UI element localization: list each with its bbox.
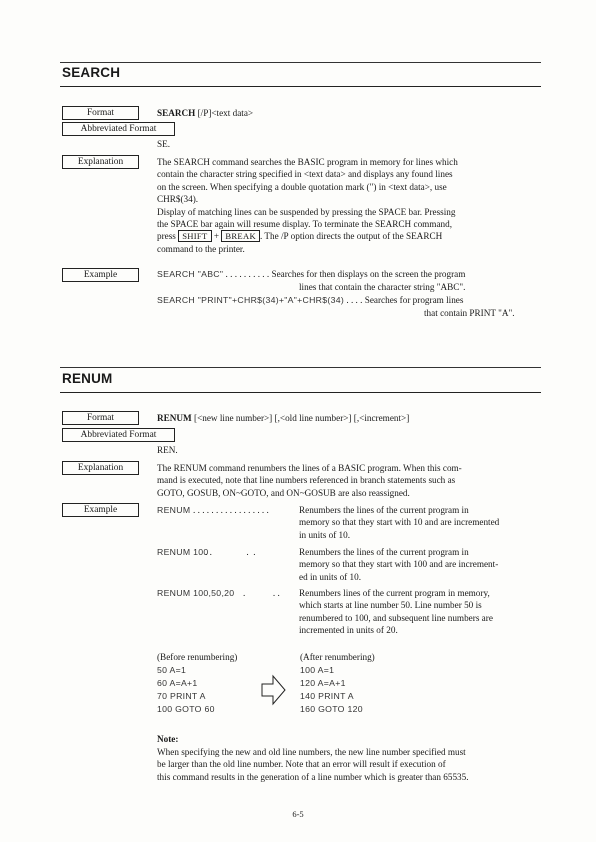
renum-ex3-dots: . . . [243, 588, 280, 598]
search-ex1-code: SEARCH "ABC" [157, 269, 224, 279]
renum-ex2-dots: . . . . [205, 547, 256, 557]
note-text [157, 746, 541, 783]
note-line: be larger than the old line number. Note that an error will result if execution of [157, 759, 446, 770]
search-format-rest: [/P]<text data> [195, 108, 254, 118]
renum-expl-line: mand is executed, note that line numbers referenced in branch statements such as [157, 475, 456, 486]
plus-sign: + [213, 231, 220, 242]
renum-ex3-desc-line: which starts at line number 50. Line number 50 is [299, 600, 482, 611]
renum-ex1-desc-line: Renumbers the lines of the current program in [299, 505, 469, 515]
renum-ex1-code: RENUM [157, 505, 191, 515]
renum-ex3-desc-line: Renumbers lines of the current program in memory, [299, 588, 490, 598]
search-expl-line: The SEARCH command searches the BASIC program in memory for lines which [157, 157, 458, 167]
before-line: 70 PRINT A [157, 691, 206, 701]
search-ex1-dots: . . . . . . . . . . [225, 269, 270, 279]
after-listing [300, 664, 363, 716]
before-line: 50 A=1 [157, 665, 187, 675]
search-format-label: Format [62, 106, 139, 120]
press-text: press [157, 231, 176, 242]
search-expl-line: on the screen. When specifying a double quotation mark (") in <text data>, use [157, 181, 447, 192]
renum-explanation-label: Explanation [62, 461, 139, 475]
search-format-cmd: SEARCH [157, 108, 196, 118]
before-listing [157, 664, 215, 716]
search-explanation-label: Explanation [62, 155, 139, 169]
renum-expl-line: GOTO, GOSUB, ON~GOTO, and ON~GOSUB are also reassigned. [157, 487, 410, 498]
renum-ex2-desc [299, 546, 541, 583]
search-expl-line: the SPACE bar again will resume display. To terminate the SEARCH command, [157, 219, 453, 230]
search-expl-line: command to the printer. [157, 243, 245, 254]
search-expl-line: contain the character string specified in <text data> and displays any found lines [157, 169, 453, 180]
after-line: 100 A=1 [300, 665, 335, 675]
search-abbrev: SE. [157, 139, 171, 149]
search-example-2 [157, 294, 541, 306]
renum-ex2-desc-line: Renumbers the lines of the current program in [299, 547, 469, 557]
renum-ex3-code: RENUM 100,50,20 [157, 588, 235, 598]
press-after-text: . The /P option directs the output of the SEARCH [260, 231, 443, 242]
renum-expl-line: The RENUM command renumbers the lines of a BASIC program. When this com- [157, 463, 462, 473]
search-ex1-desc-2: lines that contain the character string "ABC". [299, 282, 466, 292]
renum-format-cmd: RENUM [157, 413, 192, 423]
search-example-label: Example [62, 268, 139, 282]
renum-ex1-desc-line: in units of 10. [299, 529, 351, 540]
search-abbrev-label: Abbreviated Format [62, 122, 175, 136]
search-top-rule [60, 62, 541, 63]
renum-ex2-desc-line: memory so that they start with 100 and are increment- [299, 559, 499, 570]
renum-abbrev: REN. [157, 445, 178, 455]
search-bottom-rule [60, 86, 541, 87]
renum-ex3-desc-line: incremented in units of 20. [299, 625, 398, 636]
search-expl-line: CHR$(34). [157, 194, 199, 205]
renum-example-label: Example [62, 503, 139, 517]
renum-format-rest: [<new line number>] [,<old line number>] [,<increment>] [191, 413, 410, 423]
search-ex2-dots: . . . . [346, 295, 363, 305]
renum-ex2-code: RENUM 100 [157, 547, 209, 557]
renum-ex3-desc [299, 587, 541, 637]
after-line: 140 PRINT A [300, 691, 354, 701]
before-title: (Before renumbering) [157, 652, 238, 662]
search-ex2-desc-2: that contain PRINT "A". [424, 308, 515, 318]
break-key: BREAK [221, 230, 260, 242]
renum-heading: RENUM [62, 371, 113, 386]
page-number: 6-5 [292, 809, 304, 819]
after-line: 120 A=A+1 [300, 678, 346, 688]
note-line: When specifying the new and old line numbers, the new line number specified must [157, 747, 466, 757]
renum-ex1-desc [299, 504, 541, 541]
renum-ex2-desc-line: ed in units of 10. [299, 571, 362, 582]
after-line: 160 GOTO 120 [300, 704, 363, 714]
search-ex1-desc-1: Searches for then displays on the screen the program [271, 269, 466, 279]
search-expl-line: Display of matching lines can be suspended by pressing the SPACE bar. Pressing [157, 206, 456, 217]
renum-format [157, 412, 409, 424]
renum-explanation [157, 462, 541, 499]
after-title: (After renumbering) [300, 652, 375, 662]
renum-ex3-desc-line: renumbered to 100, and subsequent line numbers are [299, 612, 493, 623]
search-expl-keys-line [157, 230, 541, 242]
note-line: this command results in the generation of a line number which is greater than 65535. [157, 771, 469, 782]
note-title: Note: [157, 734, 179, 744]
search-ex2-code: SEARCH "PRINT"+CHR$(34)+"A"+CHR$(34) [157, 295, 345, 305]
renum-abbrev-label: Abbreviated Format [62, 428, 175, 442]
right-arrow-icon [258, 673, 288, 707]
renum-top-rule [60, 367, 541, 368]
search-heading: SEARCH [62, 65, 121, 80]
renum-ex1-dots: . . . . . . . . . . . . . . . . . [193, 505, 269, 515]
renum-format-label: Format [62, 411, 139, 425]
before-line: 100 GOTO 60 [157, 704, 215, 714]
search-explanation [157, 156, 541, 255]
search-ex2-desc-1: Searches for program lines [364, 295, 464, 305]
search-format [157, 107, 253, 119]
renum-ex1-desc-line: memory so that they start with 10 and are incremented [299, 517, 500, 528]
renum-bottom-rule [60, 392, 541, 393]
shift-key: SHIFT [178, 230, 211, 242]
before-line: 60 A=A+1 [157, 678, 198, 688]
search-example-1 [157, 268, 541, 280]
